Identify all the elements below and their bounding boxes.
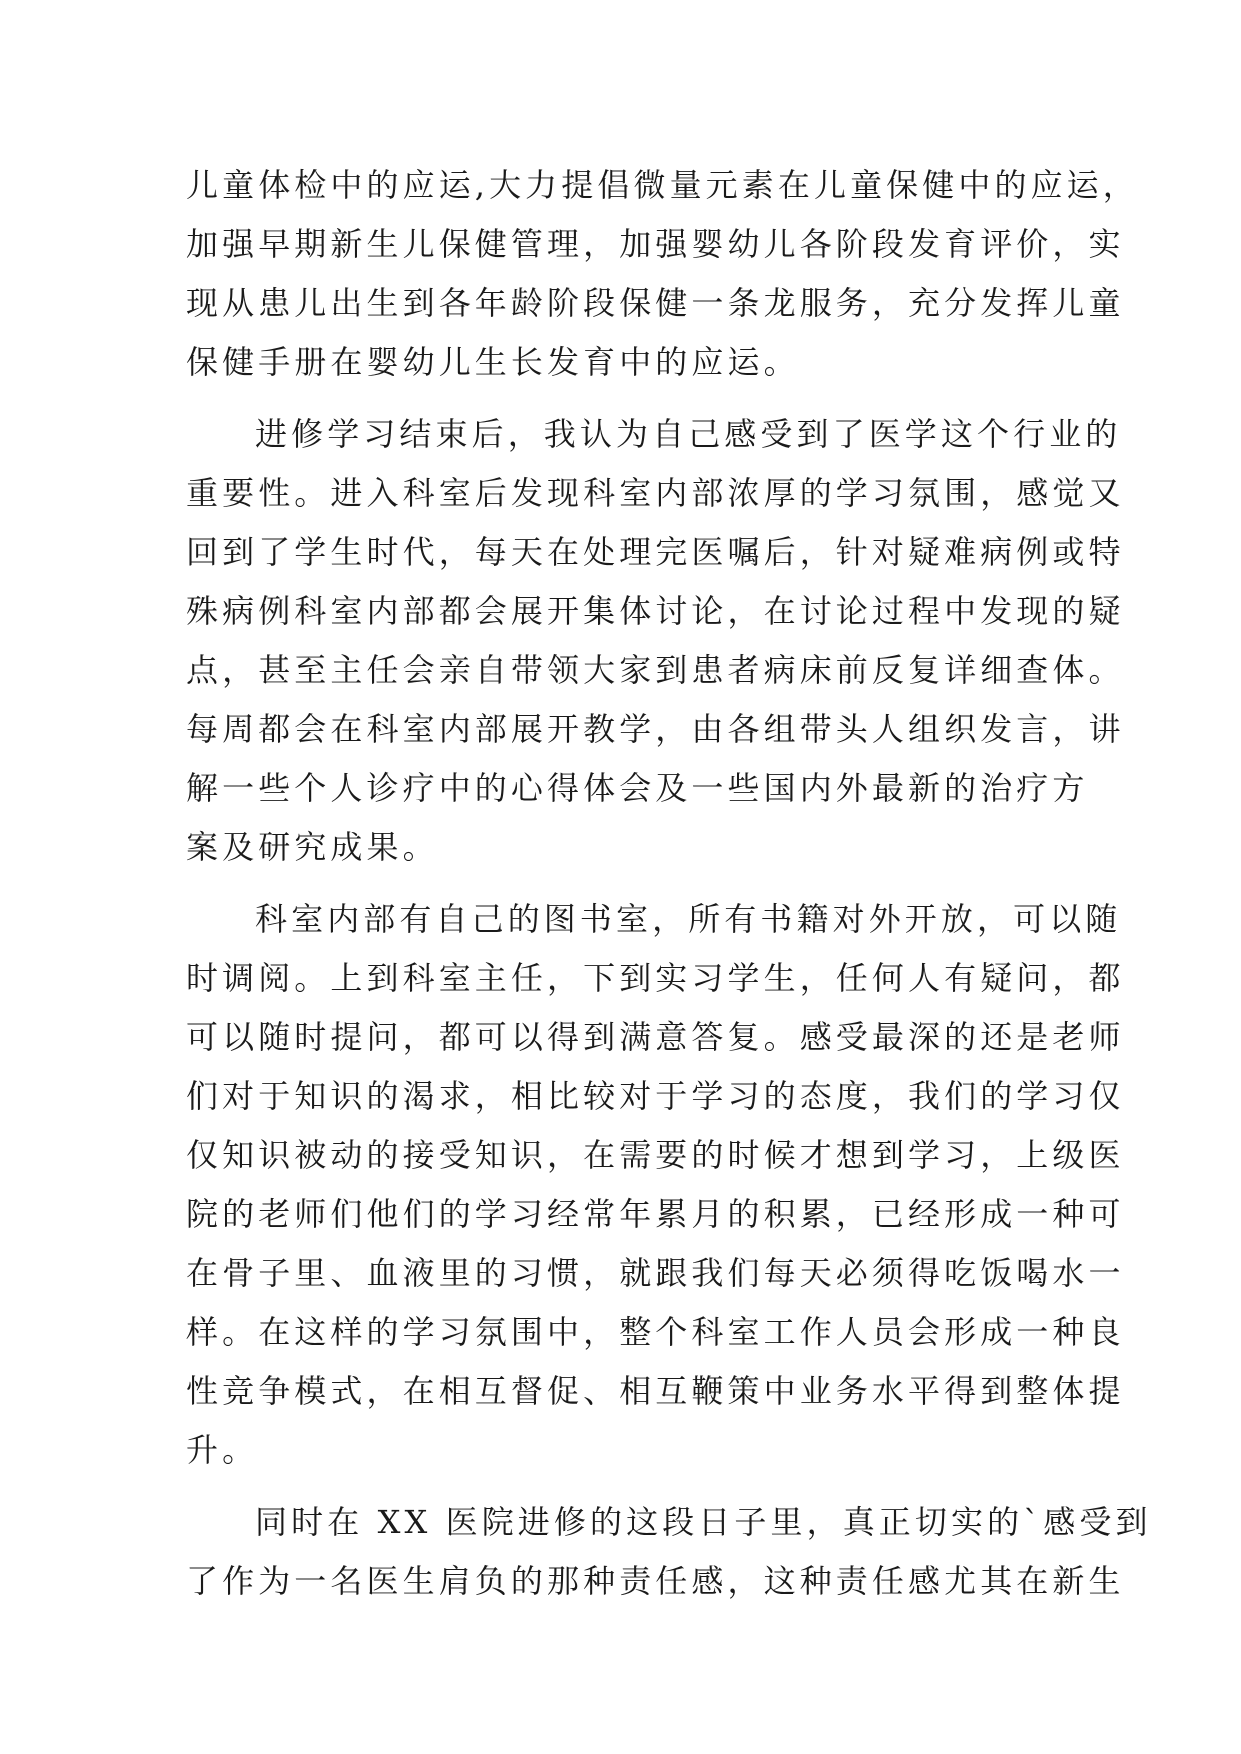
text-line: 保健手册在婴幼儿生长发育中的应运。 — [186, 343, 800, 381]
text-line: 进修学习结束后，我认为自己感受到了医学这个行业的 — [255, 415, 1122, 453]
paragraph-spacing — [186, 392, 1086, 405]
text-line: 们对于知识的渴求，相比较对于学习的态度，我们的学习仅 — [186, 1077, 1125, 1115]
paragraph-4 — [186, 1493, 1152, 1611]
text-line: 现从患儿出生到各年龄阶段保健一条龙服务，充分发挥儿童 — [186, 284, 1125, 322]
document-body — [186, 156, 1152, 1611]
text-line: 升。 — [186, 1431, 259, 1469]
text-line: 时调阅。上到科室主任，下到实习学生，任何人有疑问，都 — [186, 959, 1125, 997]
text-line: 性竞争模式，在相互督促、相互鞭策中业务水平得到整体提 — [186, 1372, 1125, 1410]
text-line: 同时在 XX 医院进修的这段日子里，真正切实的`感受到 — [255, 1503, 1152, 1541]
text-line: 了作为一名医生肩负的那种责任感，这种责任感尤其在新生 — [186, 1562, 1125, 1600]
text-line: 加强早期新生儿保健管理，加强婴幼儿各阶段发育评价，实 — [186, 225, 1125, 263]
paragraph-spacing — [186, 877, 1086, 890]
text-line: 样。在这样的学习氛围中，整个科室工作人员会形成一种良 — [186, 1313, 1125, 1351]
text-line: 回到了学生时代，每天在处理完医嘱后，针对疑难病例或特 — [186, 533, 1125, 571]
text-line: 仅知识被动的接受知识，在需要的时候才想到学习，上级医 — [186, 1136, 1125, 1174]
text-line: 案及研究成果。 — [186, 828, 439, 866]
text-line: 点，甚至主任会亲自带领大家到患者病床前反复详细查体。 — [186, 651, 1125, 689]
text-line: 解一些个人诊疗中的心得体会及一些国内外最新的治疗方 — [186, 769, 1089, 807]
text-line: 每周都会在科室内部展开教学，由各组带头人组织发言，讲 — [186, 710, 1125, 748]
text-line: 殊病例科室内部都会展开集体讨论，在讨论过程中发现的疑 — [186, 592, 1125, 630]
paragraph-2 — [186, 405, 1125, 877]
text-line: 科室内部有自己的图书室，所有书籍对外开放，可以随 — [255, 900, 1122, 938]
paragraph-1 — [186, 156, 1139, 392]
paragraph-spacing — [186, 1480, 1086, 1493]
text-line: 在骨子里、血液里的习惯，就跟我们每天必须得吃饭喝水一 — [186, 1254, 1125, 1292]
text-line: 重要性。进入科室后发现科室内部浓厚的学习氛围，感觉又 — [186, 474, 1125, 512]
text-line: 儿童体检中的应运,大力提倡微量元素在儿童保健中的应运， — [186, 166, 1139, 204]
text-line: 可以随时提问，都可以得到满意答复。感受最深的还是老师 — [186, 1018, 1125, 1056]
paragraph-3 — [186, 890, 1125, 1480]
text-line: 院的老师们他们的学习经常年累月的积累，已经形成一种可 — [186, 1195, 1125, 1233]
